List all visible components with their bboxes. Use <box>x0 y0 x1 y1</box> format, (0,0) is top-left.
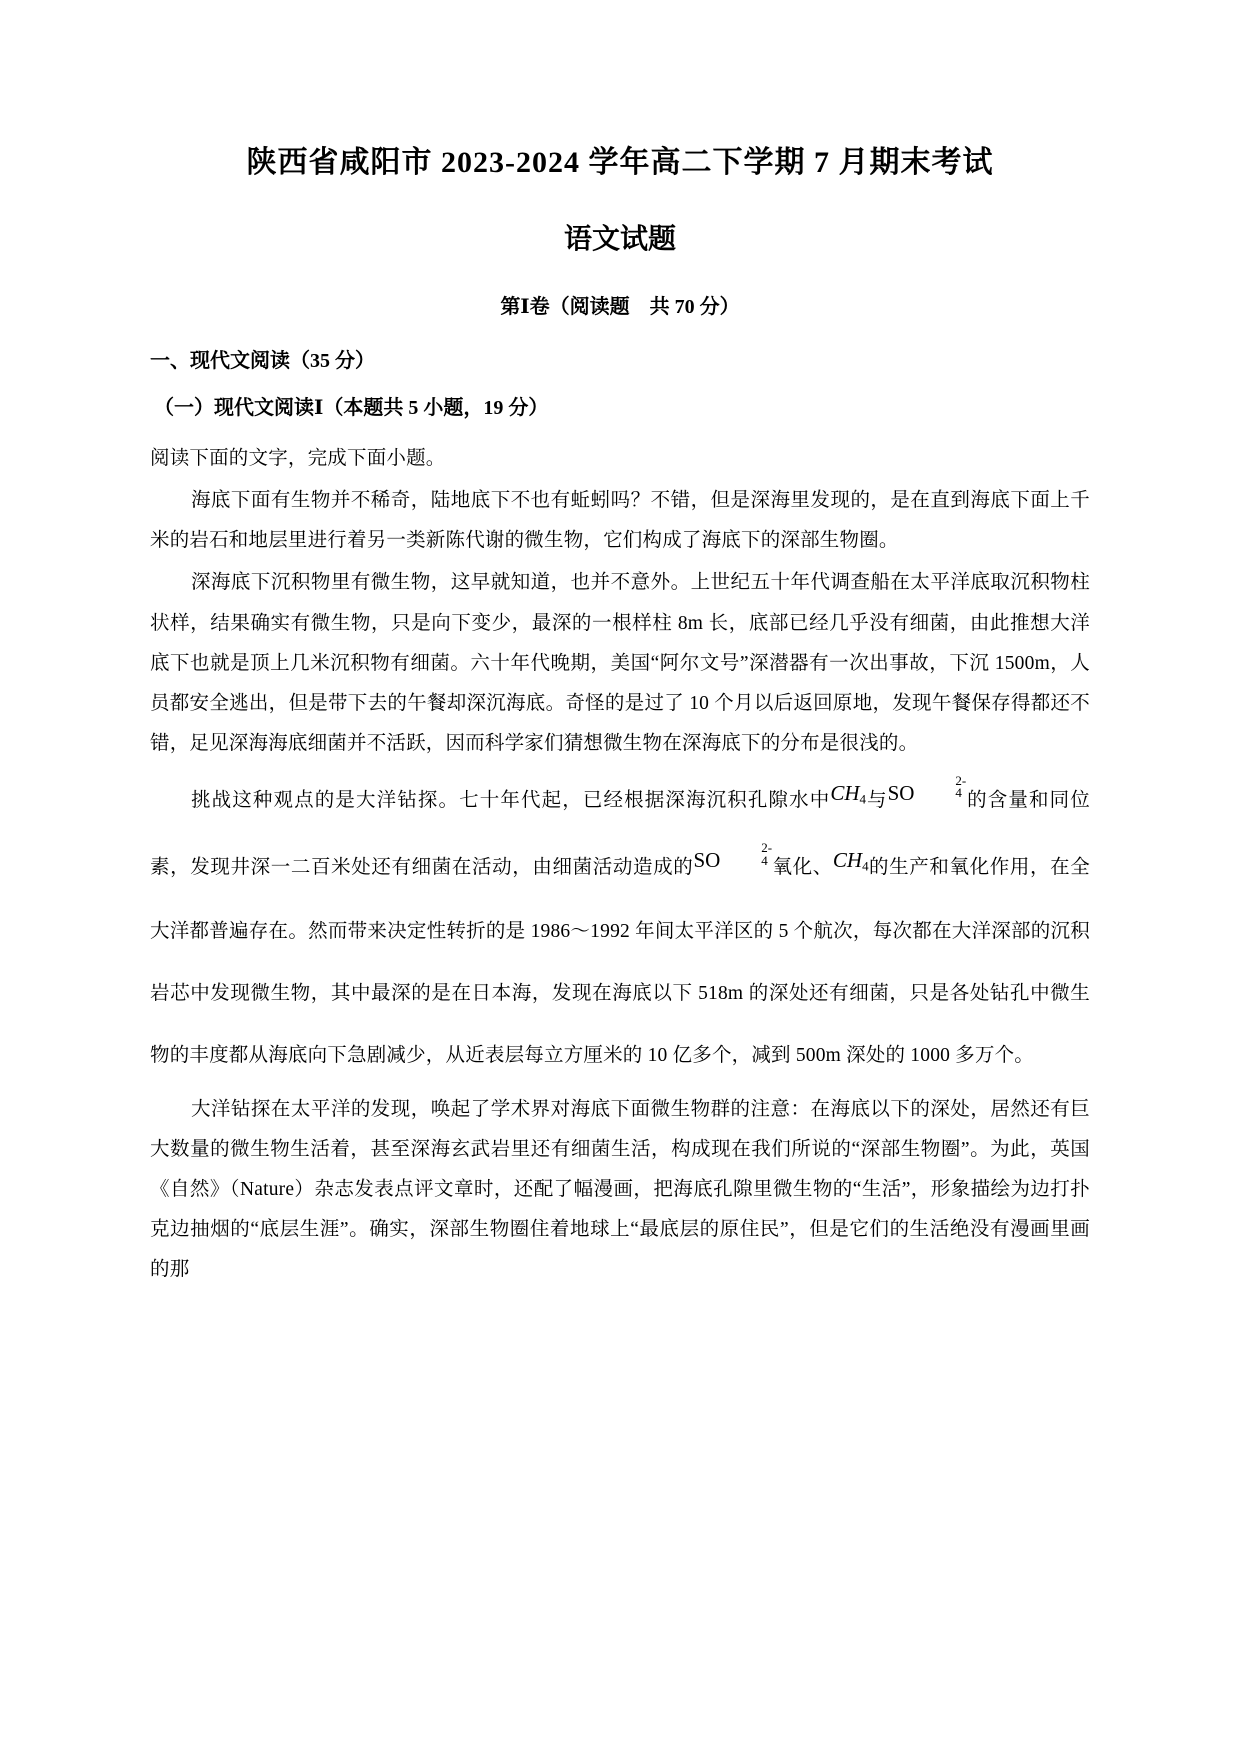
paragraph-4: 大洋钻探在太平洋的发现，唤起了学术界对海底下面微生物群的注意：在海底以下的深处，居然还有巨大数量的微生物生活着，甚至深海玄武岩里还有细菌生活，构成现在我们所说的“深部生物圈”。为此，英国《自然》（Nature）杂志发表点评文章时，还配了幅漫画，把海底孔隙里微生物的“生活”，形象描绘为边打扑克边抽烟的“底层生涯”。确实，深部生物圈住着地球上“最底层的原住民”，但是它们的生活绝没有漫画里画的那 <box>150 1098 1090 1281</box>
page-title: 陕西省咸阳市 2023-2024 学年高二下学期 7 月期末考试 <box>246 146 994 179</box>
instruction-text: 阅读下面的文字，完成下面小题。 <box>150 448 446 469</box>
formula-methane-1: $CH_4$ <box>830 781 867 807</box>
formula-methane-2: $CH_4$ <box>832 848 869 875</box>
subsection-heading-modern-reading-1: （一）现代文阅读Ⅰ（本题共 5 小题，19 分） <box>154 397 549 419</box>
paragraph-3-text-part-1: 挑战这种观点的是大洋钻探。七十年代起，已经根据深海沉积孔隙水中 <box>190 790 831 812</box>
volume-heading: 第Ⅰ卷（阅读题 共 70 分） <box>500 296 740 318</box>
paragraph-3-text-part-3: 氧化、 <box>772 857 833 879</box>
formula-sulfate-2: SO 2- 4 <box>693 840 773 873</box>
subject-title: 语文试题 <box>563 224 676 255</box>
paragraph-3-with-formulas <box>150 766 1090 1088</box>
paragraph-2: 深海底下沉积物里有微生物，这早就知道，也并不意外。上世纪五十年代调查船在太平洋底取沉积物柱状样，结果确实有微生物，只是向下变少，最深的一根样柱 8m 长，底部已经几乎没有细菌，由此推想大洋底下也就是顶上几米沉积物有细菌。六十年代晚期，美国“阿尔文号”深潜器有一次出事故，下沉 1500m，人员都安全逃出，但是带下去的午餐却深沉海底。奇怪的是过了 10 个月以后返回原地，发现午餐保存得都还不错，足见深海海底细菌并不活跃，因而科学家们猜想微生物在深海底下的分布是很浅的。 <box>150 572 1090 755</box>
paragraph-3-text-part-4: 的生产和氧化作用，在全大洋都普遍存在。然而带来决定性转折的是 1986～1992 年间太平洋区的 5 个航次，每次都在大洋深部的沉积岩芯中发现微生物，其中最深的是在日本海，发现在海底以下 518m 的深处还有细菌，只是各处钻孔中微生物的丰度都从海底向下急剧减少，从近表层每立方厘米的 10 亿多个，减到 500m 深处的 1000 多万个。 <box>150 857 1090 1067</box>
formula-sulfate-1: SO 2- 4 <box>887 773 967 806</box>
paragraph-1: 海底下面有生物并不稀奇，陆地底下不也有蚯蚓吗？不错，但是深海里发现的，是在直到海底下面上千米的岩石和地层里进行着另一类新陈代谢的微生物，它们构成了海底下的深部生物圈。 <box>150 490 1090 552</box>
section-heading-modern-reading: 一、现代文阅读（35 分） <box>150 350 375 372</box>
paragraph-3-text-part-2: 的含量和同位素，发现井深一二百米处还有细菌在活动，由细菌活动造成的 <box>150 790 1091 879</box>
formula-connector: 与 <box>866 790 888 812</box>
